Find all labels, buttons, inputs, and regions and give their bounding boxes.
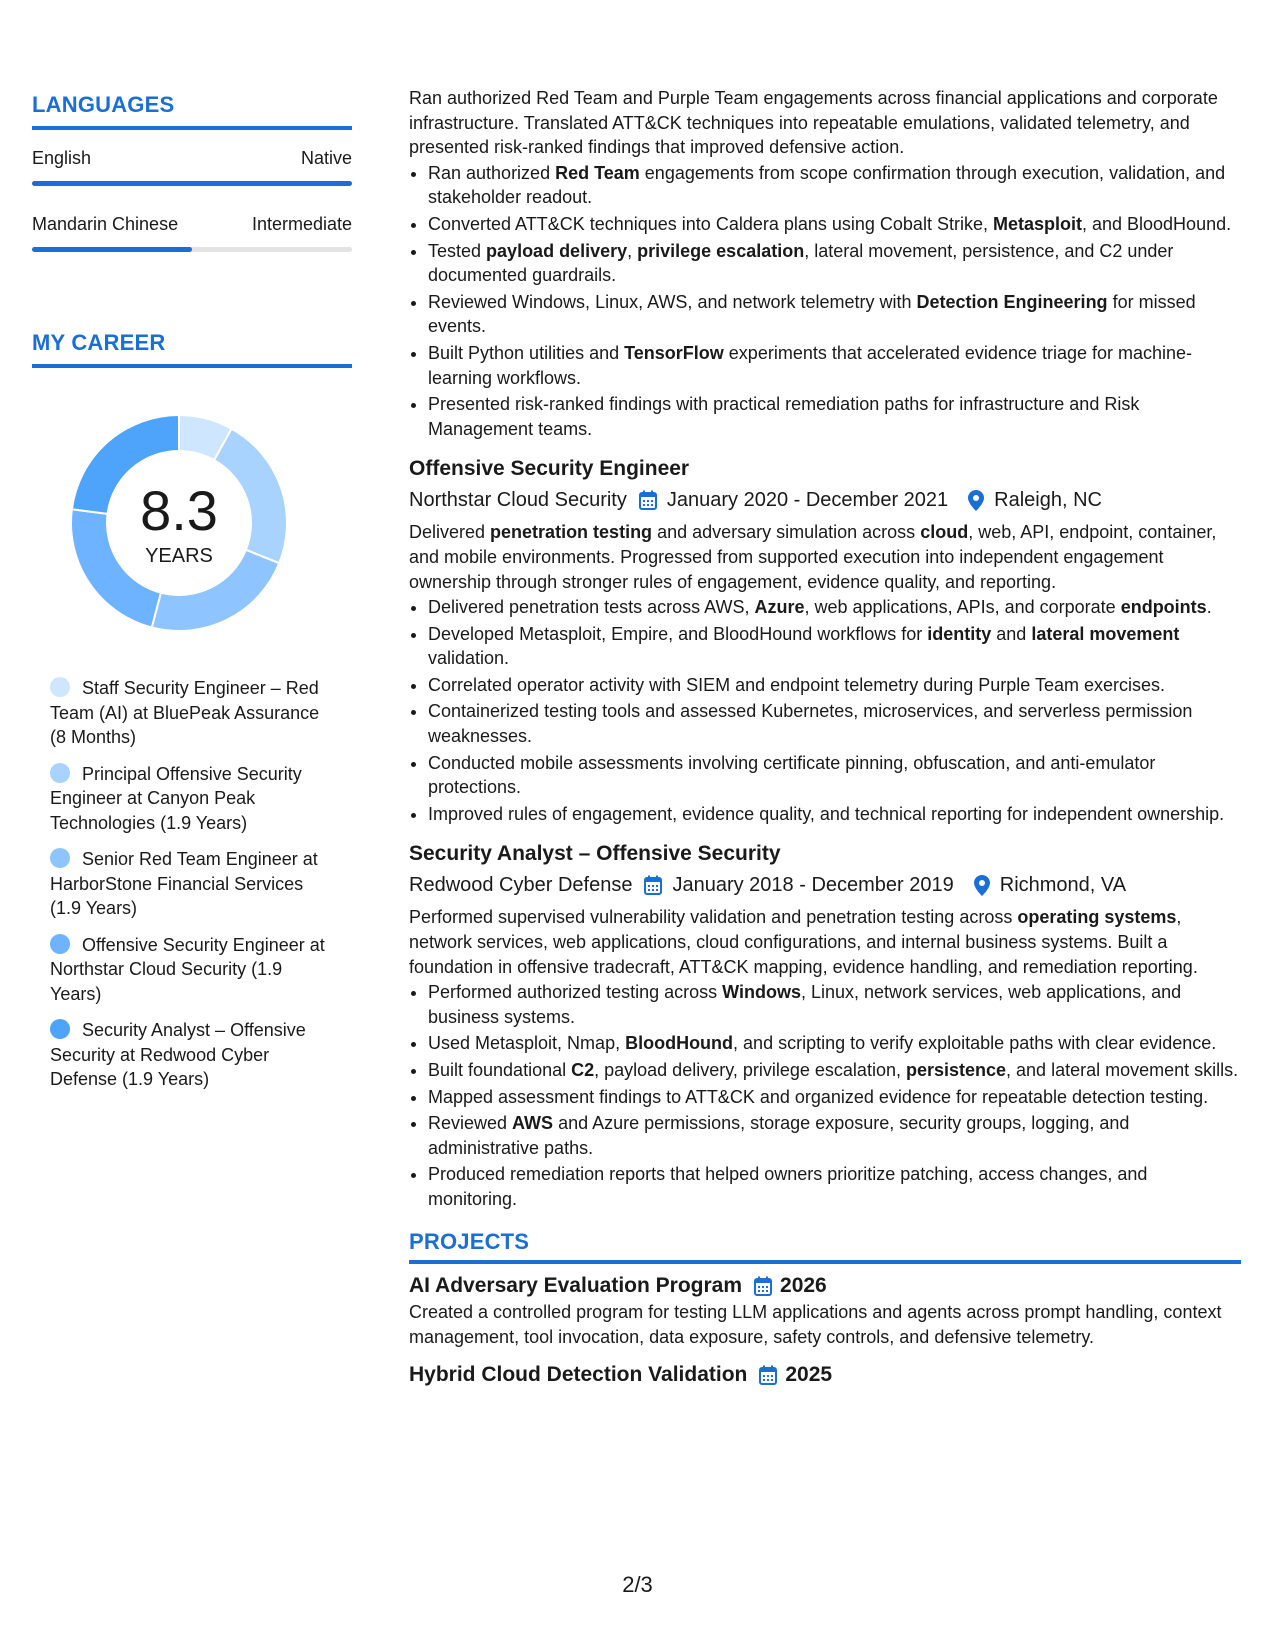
job-summary: Performed supervised vulnerability validation and penetration testing across operating systems, network services, web applications, cloud configurations, and internal business systems. Built a foundation in offensive tradecraft, ATT&CK mapping, evidence handling, and remediation reporting.: [409, 907, 1198, 977]
calendar-icon: [759, 1365, 777, 1385]
career-rule: [32, 364, 352, 368]
language-proficiency-fill: [32, 247, 192, 252]
career-legend-item: [50, 676, 330, 750]
legend-dot: [50, 934, 70, 954]
project-list: [409, 1272, 1241, 1389]
calendar-icon: [639, 490, 657, 510]
legend-dot: [50, 677, 70, 697]
languages-heading: LANGUAGES: [32, 92, 175, 117]
job-list: [409, 455, 1241, 1211]
career-legend-item: [50, 762, 330, 836]
job-bullet-list: [409, 595, 1241, 826]
legend-dot: [50, 1019, 70, 1039]
projects-rule: [409, 1260, 1241, 1264]
map-pin-icon: [968, 490, 984, 511]
languages-rule: [32, 126, 352, 130]
job-company: Northstar Cloud Security: [409, 489, 627, 512]
job-dates: January 2020 - December 2021: [666, 489, 949, 512]
languages-section: [32, 92, 352, 252]
bullet-item: • Containerized testing tools and assessed Kubernetes, microservices, and serverless permission weaknesses.: [428, 699, 1241, 748]
bullet-item: • Built foundational C2, payload delivery, privilege escalation, persistence, and lateral movement skills.: [428, 1058, 1241, 1083]
job-dates: January 2018 - December 2019: [672, 874, 954, 897]
bullet-item: • Mapped assessment findings to ATT&CK and organized evidence for repeatable detection testing.: [428, 1085, 1241, 1110]
project-description: Created a controlled program for testing LLM applications and agents across prompt handling, context management, tool invocation, data exposure, safety controls, and defensive telemetry.: [409, 1302, 1222, 1347]
project-name: Hybrid Cloud Detection Validation: [409, 1363, 748, 1387]
bullet-item: • Improved rules of engagement, evidence quality, and technical reporting for independent ownership.: [428, 802, 1241, 827]
job-title: Offensive Security Engineer: [409, 457, 690, 481]
project-title-row: [409, 1272, 1241, 1300]
job-meta: [409, 871, 1241, 899]
bullet-item: • Delivered penetration tests across AWS, Azure, web applications, APIs, and corporate endpoints.: [428, 595, 1241, 620]
language-proficiency-bar: [32, 247, 352, 252]
calendar-icon: [644, 875, 662, 895]
right-column: [409, 86, 1241, 1389]
bullet-item: • Reviewed AWS and Azure permissions, storage exposure, security groups, logging, and administrative paths.: [428, 1111, 1241, 1160]
project-name: AI Adversary Evaluation Program: [409, 1274, 743, 1298]
bullet-item: • Used Metasploit, Nmap, BloodHound, and scripting to verify exploitable paths with clear evidence.: [428, 1031, 1241, 1056]
languages-list: [32, 148, 352, 252]
career-legend-item: [50, 933, 330, 1007]
job-entry: [409, 455, 1241, 826]
page-number: 2/3: [622, 1572, 653, 1597]
language-level: Native: [300, 148, 352, 168]
intro-summary: Ran authorized Red Team and Purple Team engagements across financial applications and corporate infrastructure. Translated ATT&CK techniques into repeatable emulations, validated telemetry, and presented risk-ranked findings that improved defensive action.: [409, 88, 1218, 158]
job-title: Security Analyst – Offensive Security: [409, 842, 781, 866]
bullet-item: • Converted ATT&CK techniques into Caldera plans using Cobalt Strike, Metasploit, and BloodHound.: [428, 212, 1241, 237]
career-total-unit: YEARS: [145, 544, 213, 567]
job-entry: [409, 840, 1241, 1211]
legend-label: Staff Security Engineer – Red Team (AI) at BluePeak Assurance (8 Months): [50, 678, 320, 747]
map-pin-icon: [974, 875, 990, 896]
left-column: [32, 92, 352, 1104]
job-bullet-list: [409, 980, 1241, 1211]
project-title-row: [409, 1361, 1241, 1389]
job-meta: [409, 486, 1241, 514]
career-legend: [50, 676, 330, 1092]
legend-label: Offensive Security Engineer at Northstar Cloud Security (1.9 Years): [50, 934, 325, 1004]
legend-label: Senior Red Team Engineer at HarborStone Financial Services (1.9 Years): [50, 849, 318, 918]
language-name: Mandarin Chinese: [32, 214, 179, 234]
bullet-item: • Performed authorized testing across Windows, Linux, network services, web applications, and business systems.: [428, 980, 1241, 1029]
bullet-item: • Presented risk-ranked findings with practical remediation paths for infrastructure and Risk Management teams.: [428, 392, 1241, 441]
legend-label: Security Analyst – Offensive Security at Redwood Cyber Defense (1.9 Years): [50, 1020, 306, 1089]
bullet-item: • Conducted mobile assessments involving certificate pinning, obfuscation, and anti-emulator protections.: [428, 751, 1241, 800]
career-total-value: 8.3: [140, 478, 218, 542]
projects-section: [409, 1230, 1241, 1390]
language-name: English: [32, 148, 92, 168]
project-year: 2025: [785, 1363, 833, 1387]
calendar-icon: [754, 1276, 772, 1296]
job-location: Raleigh, NC: [994, 489, 1102, 512]
job-summary: Delivered penetration testing and adversary simulation across cloud, web, API, endpoint, container, and mobile environments. Progressed from supported execution into independent engagement ownership through stronger rules of engagement, evidence quality, and reporting.: [409, 522, 1217, 592]
job-company: Redwood Cyber Defense: [409, 874, 633, 897]
language-row: [32, 214, 352, 235]
bullet-item: • Produced remediation reports that helped owners prioritize patching, access changes, and monitoring.: [428, 1162, 1241, 1211]
legend-dot: [50, 763, 70, 783]
bullet-item: • Reviewed Windows, Linux, AWS, and network telemetry with Detection Engineering for missed events.: [428, 290, 1241, 339]
bullet-item: • Correlated operator activity with SIEM and endpoint telemetry during Purple Team exercises.: [428, 673, 1241, 698]
bullet-item: • Built Python utilities and TensorFlow experiments that accelerated evidence triage for machine-learning workflows.: [428, 341, 1241, 390]
career-legend-item: [50, 847, 330, 921]
bullet-item: • Developed Metasploit, Empire, and BloodHound workflows for identity and lateral movement validation.: [428, 622, 1241, 671]
projects-heading: PROJECTS: [409, 1228, 530, 1254]
legend-dot: [50, 848, 70, 868]
language-proficiency-fill: [32, 181, 352, 186]
language-proficiency-bar: [32, 181, 352, 186]
bullet-item: • Ran authorized Red Team engagements from scope confirmation through execution, validation, and stakeholder readout.: [428, 161, 1241, 210]
language-row: [32, 148, 352, 169]
career-donut-chart: [64, 408, 294, 638]
career-section: [32, 330, 352, 1092]
project-year: 2026: [780, 1274, 827, 1298]
language-level: Intermediate: [251, 214, 352, 234]
legend-label: Principal Offensive Security Engineer at Canyon Peak Technologies (1.9 Years): [50, 763, 302, 833]
bullet-item: • Tested payload delivery, privilege escalation, lateral movement, persistence, and C2 under documented guardrails.: [428, 239, 1241, 288]
career-heading: MY CAREER: [32, 330, 166, 355]
job-location: Richmond, VA: [999, 874, 1127, 897]
career-legend-item: [50, 1018, 330, 1092]
donut-center: [64, 408, 294, 638]
intro-bullet-list: [409, 161, 1241, 442]
